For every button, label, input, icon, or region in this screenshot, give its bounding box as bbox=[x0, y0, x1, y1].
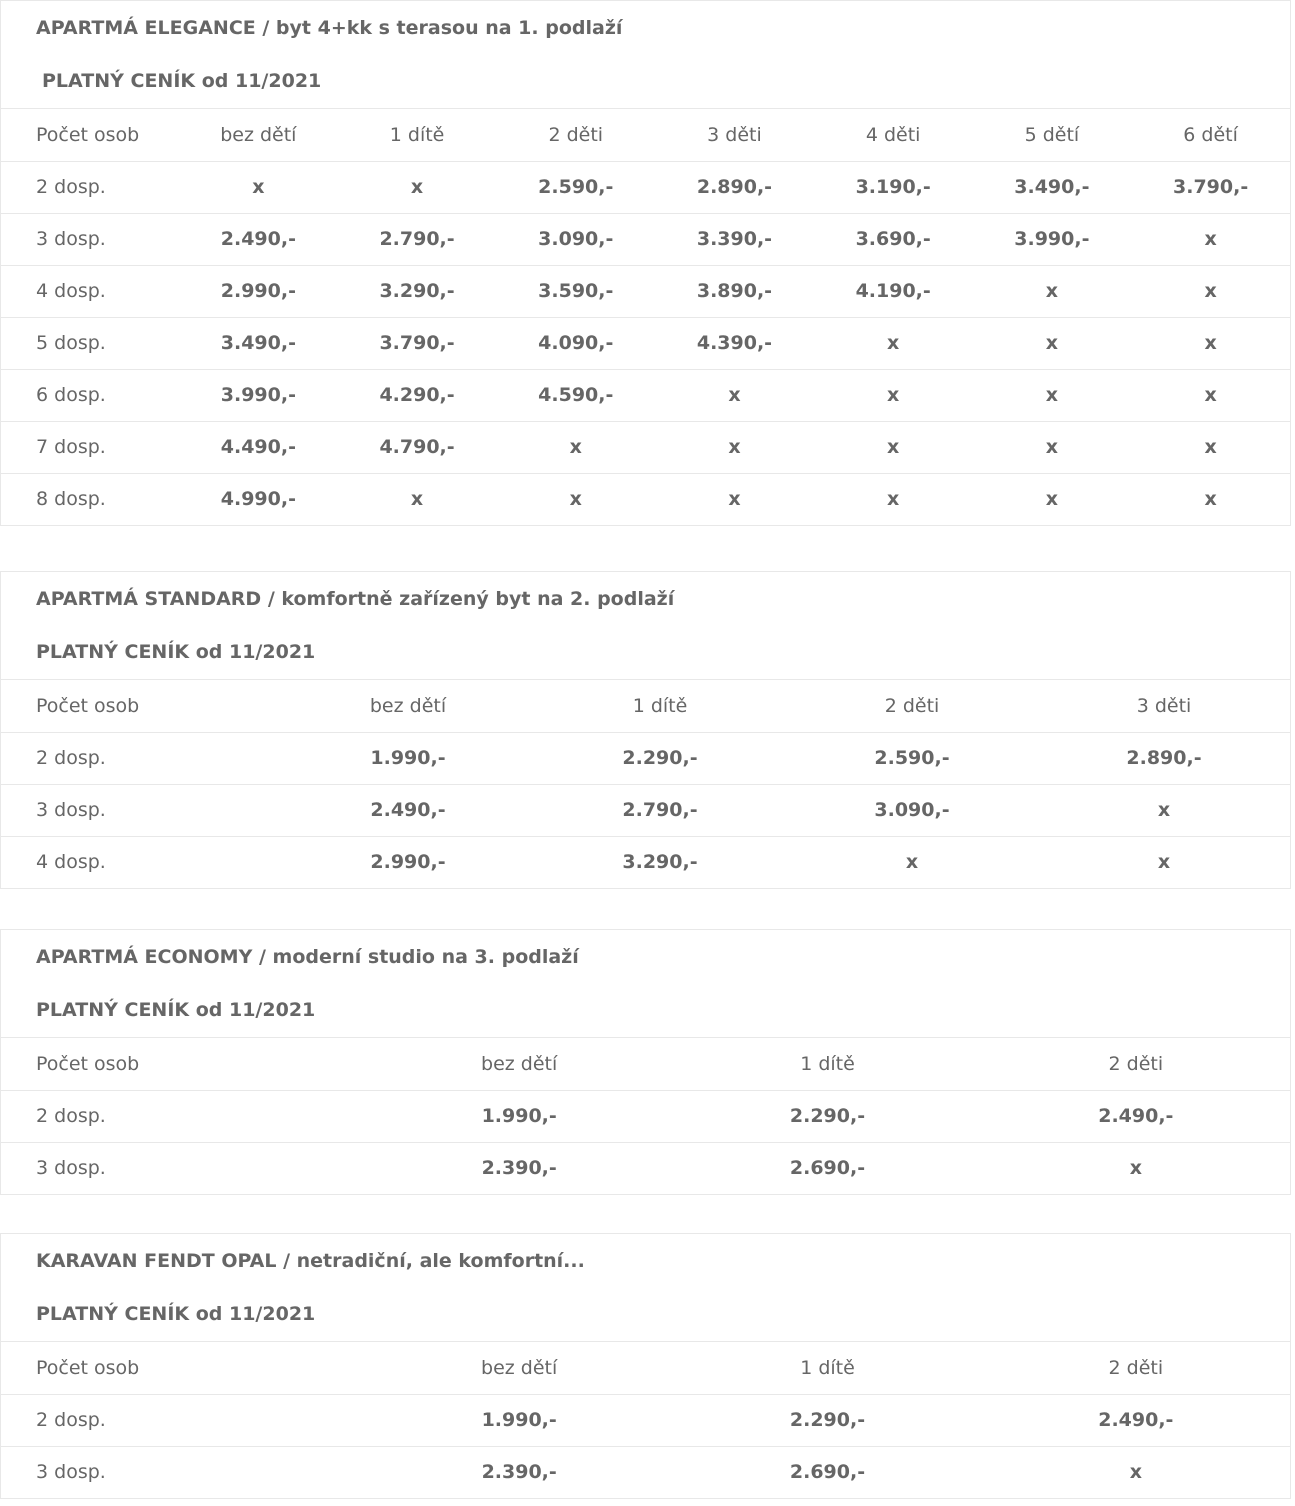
column-header: Počet osob bbox=[36, 123, 140, 146]
column-header: bez dětí bbox=[481, 1052, 558, 1075]
price-cell: 2.290,- bbox=[534, 732, 786, 784]
row-label: 8 dosp. bbox=[1, 473, 179, 525]
price-table bbox=[1, 680, 1290, 888]
table-row bbox=[1, 1394, 1290, 1446]
price-block-economy bbox=[0, 929, 1291, 1195]
row-label: 3 dosp. bbox=[1, 784, 282, 836]
row-label: 2 dosp. bbox=[1, 1090, 365, 1142]
price-cell: 3.790,- bbox=[1131, 161, 1290, 213]
block-title: APARTMÁ ELEGANCE / byt 4+kk s terasou na 1. podlaží bbox=[36, 16, 623, 39]
block-subtitle: PLATNÝ CENÍK od 11/2021 bbox=[1, 54, 1290, 109]
price-cell: 2.590,- bbox=[496, 161, 655, 213]
price-cell: 3.490,- bbox=[973, 161, 1132, 213]
table-header-row bbox=[1, 109, 1290, 161]
price-cell: 4.090,- bbox=[496, 317, 655, 369]
price-cell: 2.590,- bbox=[786, 732, 1038, 784]
price-cell: 3.290,- bbox=[338, 265, 497, 317]
price-cell: 1.990,- bbox=[365, 1090, 673, 1142]
price-cell: 3.990,- bbox=[973, 213, 1132, 265]
block-title: APARTMÁ STANDARD / komfortně zařízený byt na 2. podlaží bbox=[36, 587, 675, 610]
price-cell: 2.490,- bbox=[282, 784, 534, 836]
price-cell: x bbox=[786, 836, 1038, 888]
price-cell: x bbox=[1131, 473, 1290, 525]
price-cell: 4.990,- bbox=[179, 473, 338, 525]
block-title: KARAVAN FENDT OPAL / netradiční, ale komfortní... bbox=[36, 1249, 585, 1272]
price-cell: 2.290,- bbox=[673, 1090, 981, 1142]
price-cell: 3.790,- bbox=[338, 317, 497, 369]
row-label: 4 dosp. bbox=[1, 836, 282, 888]
price-table bbox=[1, 1038, 1290, 1194]
block-subtitle: PLATNÝ CENÍK od 11/2021 bbox=[1, 1287, 1290, 1342]
price-cell: x bbox=[1038, 784, 1290, 836]
price-cell: x bbox=[655, 421, 814, 473]
price-cell: 3.690,- bbox=[814, 213, 973, 265]
price-cell: 3.590,- bbox=[496, 265, 655, 317]
price-cell: x bbox=[496, 421, 655, 473]
column-header: 1 dítě bbox=[800, 1052, 855, 1075]
price-cell: 4.190,- bbox=[814, 265, 973, 317]
price-cell: 2.790,- bbox=[534, 784, 786, 836]
column-header: 3 děti bbox=[707, 123, 762, 146]
price-cell: 2.890,- bbox=[655, 161, 814, 213]
column-header: 6 dětí bbox=[1183, 123, 1238, 146]
column-header: 2 děti bbox=[884, 694, 940, 717]
price-cell: x bbox=[814, 317, 973, 369]
price-table bbox=[1, 109, 1290, 525]
price-cell: 3.090,- bbox=[496, 213, 655, 265]
table-row bbox=[1, 473, 1290, 525]
table-row bbox=[1, 369, 1290, 421]
table-header-row bbox=[1, 1342, 1290, 1394]
table-row bbox=[1, 732, 1290, 784]
price-cell: 2.990,- bbox=[282, 836, 534, 888]
price-cell: 3.290,- bbox=[534, 836, 786, 888]
table-header-row bbox=[1, 1038, 1290, 1090]
price-cell: 2.690,- bbox=[673, 1142, 981, 1194]
row-label: 3 dosp. bbox=[1, 1142, 365, 1194]
price-cell: x bbox=[1131, 265, 1290, 317]
price-cell: 2.490,- bbox=[982, 1394, 1290, 1446]
price-cell: x bbox=[982, 1142, 1290, 1194]
block-subtitle: PLATNÝ CENÍK od 11/2021 bbox=[1, 983, 1290, 1038]
price-cell: 4.590,- bbox=[496, 369, 655, 421]
table-row bbox=[1, 784, 1290, 836]
price-cell: 2.790,- bbox=[338, 213, 497, 265]
row-label: 4 dosp. bbox=[1, 265, 179, 317]
block-subtitle: PLATNÝ CENÍK od 11/2021 bbox=[1, 625, 1290, 680]
table-row bbox=[1, 213, 1290, 265]
column-header: bez dětí bbox=[481, 1356, 558, 1379]
price-cell: x bbox=[973, 265, 1132, 317]
price-cell: x bbox=[1131, 213, 1290, 265]
column-header: bez dětí bbox=[220, 123, 297, 146]
price-cell: x bbox=[1131, 421, 1290, 473]
column-header: 2 děti bbox=[548, 123, 604, 146]
price-cell: 2.690,- bbox=[673, 1446, 981, 1498]
price-cell: 4.290,- bbox=[338, 369, 497, 421]
row-label: 6 dosp. bbox=[1, 369, 179, 421]
row-label: 2 dosp. bbox=[1, 732, 282, 784]
price-cell: x bbox=[973, 317, 1132, 369]
price-cell: 4.490,- bbox=[179, 421, 338, 473]
price-cell: x bbox=[814, 369, 973, 421]
price-cell: 3.090,- bbox=[786, 784, 1038, 836]
table-row bbox=[1, 317, 1290, 369]
price-cell: 3.190,- bbox=[814, 161, 973, 213]
price-cell: x bbox=[655, 473, 814, 525]
price-cell: 2.490,- bbox=[982, 1090, 1290, 1142]
price-cell: 2.990,- bbox=[179, 265, 338, 317]
price-block-standard bbox=[0, 571, 1291, 889]
table-row bbox=[1, 836, 1290, 888]
price-table bbox=[1, 1342, 1290, 1498]
table-row bbox=[1, 1090, 1290, 1142]
column-header: 5 dětí bbox=[1024, 123, 1080, 146]
price-cell: x bbox=[973, 369, 1132, 421]
price-cell: x bbox=[1038, 836, 1290, 888]
price-cell: x bbox=[338, 161, 497, 213]
row-label: 3 dosp. bbox=[1, 213, 179, 265]
price-cell: 4.790,- bbox=[338, 421, 497, 473]
price-cell: x bbox=[973, 473, 1132, 525]
price-cell: x bbox=[1131, 369, 1290, 421]
column-header: 1 dítě bbox=[389, 123, 445, 146]
column-header: 1 dítě bbox=[800, 1356, 855, 1379]
table-header-row bbox=[1, 680, 1290, 732]
table-row bbox=[1, 265, 1290, 317]
price-cell: 1.990,- bbox=[365, 1394, 673, 1446]
price-cell: 3.390,- bbox=[655, 213, 814, 265]
price-cell: x bbox=[655, 369, 814, 421]
price-cell: 2.390,- bbox=[365, 1446, 673, 1498]
price-block-elegance bbox=[0, 0, 1291, 526]
column-header: 2 děti bbox=[1108, 1356, 1164, 1379]
row-label: 7 dosp. bbox=[1, 421, 179, 473]
column-header: 3 děti bbox=[1136, 694, 1192, 717]
price-cell: 3.490,- bbox=[179, 317, 338, 369]
block-title: APARTMÁ ECONOMY / moderní studio na 3. podlaží bbox=[36, 945, 579, 968]
column-header: 4 děti bbox=[865, 123, 921, 146]
price-cell: 2.490,- bbox=[179, 213, 338, 265]
column-header: 2 děti bbox=[1108, 1052, 1164, 1075]
table-row bbox=[1, 161, 1290, 213]
column-header: Počet osob bbox=[36, 1356, 140, 1379]
price-cell: 3.890,- bbox=[655, 265, 814, 317]
price-block-karavan bbox=[0, 1233, 1291, 1499]
row-label: 5 dosp. bbox=[1, 317, 179, 369]
price-cell: 2.290,- bbox=[673, 1394, 981, 1446]
table-row bbox=[1, 1446, 1290, 1498]
table-row bbox=[1, 1142, 1290, 1194]
row-label: 2 dosp. bbox=[1, 161, 179, 213]
column-header: Počet osob bbox=[36, 694, 140, 717]
price-cell: 1.990,- bbox=[282, 732, 534, 784]
price-cell: 4.390,- bbox=[655, 317, 814, 369]
price-cell: 3.990,- bbox=[179, 369, 338, 421]
table-row bbox=[1, 421, 1290, 473]
row-label: 2 dosp. bbox=[1, 1394, 365, 1446]
price-cell: x bbox=[814, 421, 973, 473]
column-header: Počet osob bbox=[36, 1052, 140, 1075]
price-cell: x bbox=[982, 1446, 1290, 1498]
price-cell: x bbox=[814, 473, 973, 525]
column-header: 1 dítě bbox=[632, 694, 688, 717]
column-header: bez dětí bbox=[369, 694, 447, 717]
price-cell: x bbox=[973, 421, 1132, 473]
row-label: 3 dosp. bbox=[1, 1446, 365, 1498]
price-cell: 2.890,- bbox=[1038, 732, 1290, 784]
price-cell: x bbox=[496, 473, 655, 525]
price-cell: x bbox=[338, 473, 497, 525]
price-cell: x bbox=[179, 161, 338, 213]
price-cell: 2.390,- bbox=[365, 1142, 673, 1194]
price-cell: x bbox=[1131, 317, 1290, 369]
